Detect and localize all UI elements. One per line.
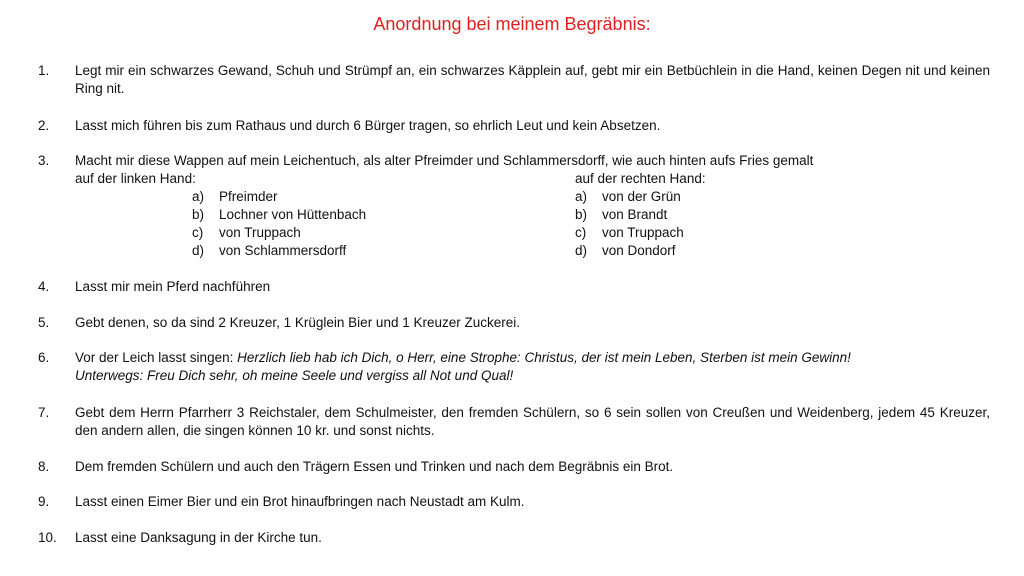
item-number: 4.	[38, 279, 50, 294]
hymn-text-underway: Unterwegs: Freu Dich sehr, oh meine Seele und vergiss all Not und Qual!	[75, 368, 514, 383]
item-text: Dem fremden Schülern und auch den Trägern Essen und Trinken und nach dem Begräbnis ein Brot.	[75, 459, 674, 474]
page-title: Anordnung bei meinem Begräbnis:	[373, 14, 651, 34]
item-text: Gebt denen, so da sind 2 Kreuzer, 1 Krüglein Bier und 1 Kreuzer Zuckerei.	[75, 315, 521, 330]
item-text: Lasst mir mein Pferd nachführen	[75, 279, 271, 294]
item-text: Macht mir diese Wappen auf mein Leichentuch, als alter Pfreimder und Schlammersdorff, wie auch hinten aufs Fries gemalt	[75, 153, 814, 168]
item-text: Vor der Leich lasst singen: Herzlich lieb hab ich Dich, o Herr, eine Strophe: Christus, der ist mein Leben, Sterben ist mein Gewinn! Unterwegs: Freu Dich sehr, oh meine Seele und vergiss all Not und Qual!	[75, 350, 851, 383]
item-text: Lasst mich führen bis zum Rathaus und durch 6 Bürger tragen, so ehrlich Leut und kein Absetzen.	[75, 118, 661, 133]
item-number: 5.	[38, 315, 50, 330]
item-number: 3.	[38, 153, 50, 168]
item-text: Legt mir ein schwarzes Gewand, Schuh und Strümpf an, ein schwarzes Käpplein auf, gebt mir ein Betbüchlein in die Hand, keinen Degen nit und keinen Ring nit.	[75, 63, 990, 96]
item-text: Lasst einen Eimer Bier und ein Brot hinaufbringen nach Neustadt am Kulm.	[75, 494, 525, 509]
item-text: Gebt dem Herrn Pfarrherr 3 Reichstaler, dem Schulmeister, den fremden Schülern, so 6 sein sollen von Creußen und Weidenberg, jedem 45 Kreuzer, den andern allen, die singen können 10 kr. und sonst nichts.	[75, 405, 990, 438]
item-number: 9.	[38, 494, 50, 509]
hymn-text: Herzlich lieb hab ich Dich, o Herr, eine Strophe: Christus, der ist mein Leben, Sterben ist mein Gewinn!	[237, 350, 851, 365]
item-number: 7.	[38, 405, 50, 420]
document-page: Anordnung bei meinem Begräbnis: 1. Legt mir ein schwarzes Gewand, Schuh und Strümpf an, ein schwarzes Käpplein auf, gebt mir ein Betbüchlein in die Hand, keinen Degen nit und keinen Ring nit. 2. Lasst mich führen bis zum Rathaus und durch 6 Bürger tragen, so ehrlich Leut und kein Absetzen. 3. Macht mir diese Wappen auf mein Leichentuch, als alter Pfreimder und Schlammersdorff, wie auch hinten aufs Fries gemalt auf der linken Hand: auf der rechten Hand: a) Pfreimder b) Lochner von Hüttenbach c) von Truppach d) von Schlammersdorff a) von der Grün b) von Brandt c) von Truppach d) von Dondorf 4. Lasst mir mein Pferd nachführen 5. Gebt denen, so da sind 2 Kreuzer, 1 Krüglein Bier und 1 Kreuzer Zuckerei. 6. Vor der Leich lasst singen: Herzlich lieb hab ich Dich, o Herr, eine Strophe: Christus, der ist mein Leben, Sterben ist mein Gewinn! Unterwegs: Freu Dich sehr, oh meine Seele und vergiss all Not und Qual! 7. Gebt dem Herrn Pfarrherr 3 Reichstaler, dem Schulmeister, den fremden Schülern, so 6 sein sollen von Creußen und Weidenberg, jedem 45 Kreuzer, den andern allen, die singen können 10 kr. und sonst nichts. 8. Dem fremden Schülern und auch den Trägern Essen und Trinken und nach dem Begräbnis ein Brot. 9. Lasst einen Eimer Bier und ein Brot hinaufbringen nach Neustadt am Kulm. 10. Lasst eine Danksagung in der Kirche tun.	[0, 0, 1024, 576]
item-number: 1.	[38, 63, 50, 78]
item-text: Lasst eine Danksagung in der Kirche tun.	[75, 530, 322, 545]
item-number: 8.	[38, 459, 50, 474]
item-number: 6.	[38, 350, 50, 365]
right-hand-heading: auf der rechten Hand:	[575, 171, 706, 186]
left-hand-heading: auf der linken Hand:	[75, 171, 196, 186]
item-number: 10.	[38, 530, 57, 545]
item-number: 2.	[38, 118, 50, 133]
